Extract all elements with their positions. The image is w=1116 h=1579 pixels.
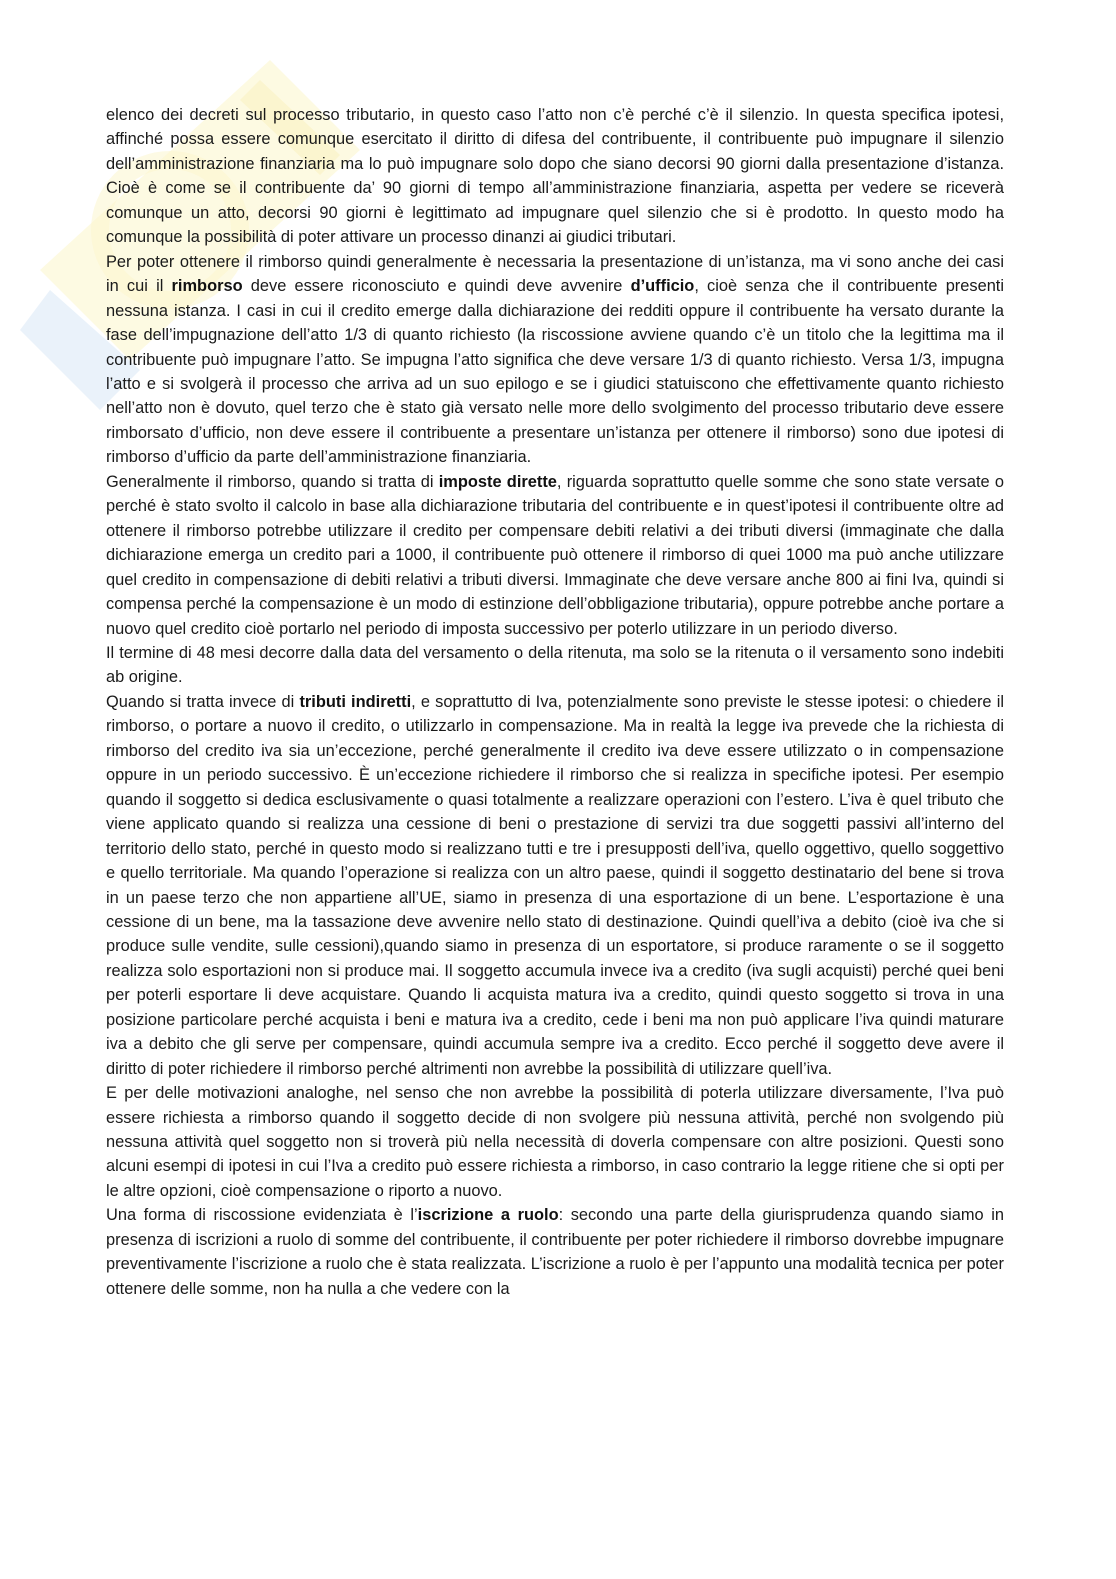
text-segment: : secondo una parte della giurisprudenza quando siamo in presenza di iscrizioni a ruolo di somme del contribuente, il contribuente per poter richiedere il rimborso dovrebbe impugnare preventivamente l’iscrizione a ruolo che è stata realizzata. L’iscrizione a ruolo è per l’appunto una modalità tecnica per poter ottenere delle somme, non ha nulla a che vedere con la	[106, 1206, 1004, 1298]
bold-term-tributi-indiretti: tributi indiretti	[299, 692, 412, 711]
bold-term-d-ufficio: d’ufficio	[630, 277, 695, 296]
paragraph	[106, 250, 1004, 470]
text-segment: elenco dei decreti sul processo tributario, in questo caso l’atto non c’è perché c’è il silenzio. In questa specifica ipotesi, affinché possa essere comunque esercitato il diritto di difesa del contribuente, il contribuente può impugnare il silenzio dell’amministrazione finanziaria ma lo può impugnare solo dopo che siano decorsi 90 giorni dalla presentazione d’istanza. Cioè è come se il contribuente da’ 90 giorni di tempo all’amministrazione finanziaria, aspetta per vedere se riceverà comunque un atto, decorsi 90 giorni è legittimato ad impugnare quel silenzio che si è prodotto. In questo modo ha comunque la possibilità di poter attivare un processo dinanzi ai giudici tributari.	[106, 106, 1004, 247]
bold-term-rimborso: rimborso	[171, 277, 243, 296]
text-segment: deve essere riconosciuto e quindi deve avvenire	[242, 277, 631, 296]
text-segment: Quando si tratta invece di	[106, 692, 300, 711]
text-segment: , cioè senza che il contribuente presenti nessuna istanza. I casi in cui il credito emerge dalla dichiarazione dei redditi oppure il contribuente ha versato durante la fase dell’impugnazione dell’atto 1/3 di quanto richiesto (la riscossione avviene quando c’è un titolo che la legittima ma il contribuente può impugnare l’atto. Se impugna l’atto significa che deve versare 1/3 di quanto richiesto. Versa 1/3, impugna l’atto e si svolgerà il processo che arriva ad un suo epilogo e se i giudici statuiscono che effettivamente quanto richiesto nell’atto non è dovuto, quel terzo che è stato già versato nelle more dello svolgimento del processo tributario deve essere rimborsato d’ufficio, non deve essere il contribuente a presentare un’istanza per ottenere il rimborso) sono due ipotesi di rimborso d’ufficio da parte dell’amministrazione finanziaria.	[106, 277, 1005, 467]
text-segment: , riguarda soprattutto quelle somme che sono state versate o perché è stato svolto il calcolo in base alla dichiarazione tributaria del contribuente e in quest’ipotesi il contribuente oltre ad ottenere il rimborso potrebbe utilizzare il credito per compensare debiti relativi a dei tributi diversi (immaginate che dalla dichiarazione emerga un credito pari a 1000, il contribuente può ottenere il rimborso di quei 1000 ma può anche utilizzare quel credito in compensazione di debiti relativi a tributi diversi. Immaginate che deve versare anche 800 ai fini Iva, quindi si compensa perché la compensazione è un modo di estinzione dell’obbligazione tributaria), oppure potrebbe anche portare a nuovo quel credito cioè portarlo nel periodo di imposta successivo per poterlo utilizzare in un periodo diverso.	[106, 472, 1004, 638]
text-segment: E per delle motivazioni analoghe, nel senso che non avrebbe la possibilità di poterla utilizzare diversamente, l’Iva può essere richiesta a rimborso quando il soggetto decide di non svolgere più nessuna attività, perché non svolgendo più nessuna attività quel soggetto non si troverà più nella necessità di doverla compensare con altre posizioni. Questi sono alcuni esempi di ipotesi in cui l’Iva a credito può essere richiesta a rimborso, in caso contrario la legge ritiene che si opti per le altre opzioni, cioè compensazione o riporto a nuovo.	[106, 1084, 1004, 1200]
bold-term-iscrizione-a-ruolo: iscrizione a ruolo	[417, 1206, 559, 1225]
bold-term-imposte-dirette: imposte dirette	[438, 472, 557, 491]
paragraph	[106, 103, 1004, 250]
text-segment: Una forma di riscossione evidenziata è l’	[106, 1206, 418, 1225]
text-segment: , e soprattutto di Iva, potenzialmente sono previste le stesse ipotesi: o chiedere il rimborso, o portare a nuovo il credito, o utilizzarlo in compensazione. Ma in realtà la legge iva prevede che la richiesta di rimborso del credito iva sia un’eccezione, perché generalmente il credito iva deve essere utilizzato o in compensazione oppure in un periodo successivo. È un’eccezione richiedere il rimborso che si realizza in specifiche ipotesi. Per esempio quando il soggetto si dedica esclusivamente o quasi totalmente a realizzare operazioni con l’estero. L’iva è quel tributo che viene applicato quando si realizza una cessione di beni o prestazione di servizi tra due soggetti passivi all’interno del territorio dello stato, perché in questo modo si realizzano tutti e tre i presupposti dell’iva, quello oggettivo, quello soggettivo e quello territoriale. Ma quando l’operazione si realizza con un altro paese, quindi il soggetto destinatario del bene si trova in un paese terzo che non appartiene all’UE, siamo in presenza di una esportazione di un bene. L’esportazione è una cessione di un bene, ma la tassazione deve avvenire nello stato di destinazione. Quindi quell’iva a debito (cioè iva che si produce sulle vendite, sulle cessioni),quando siamo in presenza di un esportatore, si produce raramente o se il soggetto realizza solo esportazioni non si produce mai. Il soggetto accumula invece iva a credito (iva sugli acquisti) perché quei beni per poterli esportare li deve acquistare. Quando li acquista matura iva a credito, quindi questo soggetto si trova in una posizione particolare perché acquista i beni e matura iva a credito, cede i beni ma non può applicare l’iva quindi maturare iva a debito che gli serve per compensare, quindi accumula sempre iva a credito. Ecco perché il soggetto deve avere il diritto di poter richiedere il rimborso perché altrimenti non avrebbe la possibilità di utilizzare quell’iva.	[106, 692, 1004, 1078]
text-segment: Per poter ottenere il rimborso quindi generalmente è necessaria la presentazione di un’istanza, ma vi sono anche dei casi in cui il	[106, 252, 1004, 296]
paragraph	[106, 1081, 1004, 1203]
paragraph	[106, 470, 1004, 641]
text-segment: Generalmente il rimborso, quando si tratta di	[106, 472, 439, 491]
text-segment: Il termine di 48 mesi decorre dalla data del versamento o della ritenuta, ma solo se la ritenuta o il versamento sono indebiti ab origine.	[106, 643, 1004, 687]
document-body	[106, 103, 1004, 1301]
paragraph	[106, 1203, 1004, 1301]
paragraph	[106, 690, 1004, 1081]
paragraph	[106, 641, 1004, 690]
